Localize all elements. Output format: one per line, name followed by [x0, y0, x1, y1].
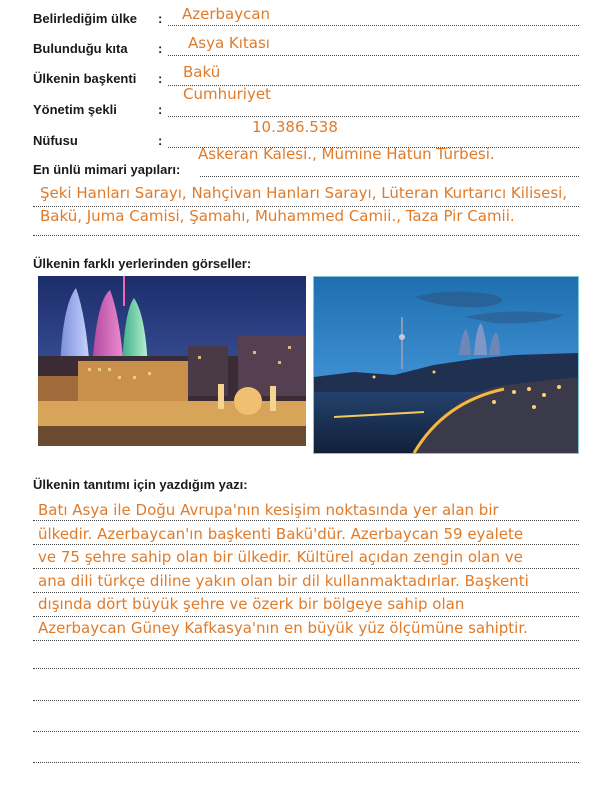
field-colon: : [158, 11, 163, 26]
field-value: Bakü [183, 63, 221, 81]
dotted-line [33, 731, 579, 732]
architecture-label: En ünlü mimari yapıları: [33, 162, 181, 177]
field-colon: : [158, 133, 163, 148]
images-label: Ülkenin farklı yerlerinden görseller: [33, 256, 252, 271]
essay-line: Batı Asya ile Doğu Avrupa'nın kesişim noktasında yer alan bir [38, 501, 499, 519]
architecture-line: Şeki Hanları Sarayı, Nahçivan Hanları Sarayı, Lüteran Kurtarıcı Kilisesi, [40, 184, 568, 202]
dotted-line [33, 668, 579, 669]
field-colon: : [158, 102, 163, 117]
essay-line: ana dili türkçe diline yakın olan bir dil kullanmaktadırlar. Başkenti [38, 571, 529, 590]
dotted-line [200, 176, 579, 177]
architecture-line: Askeran Kalesi., Mümine Hatun Türbesi. [198, 145, 495, 163]
field-label: Belirlediğim ülke [33, 11, 138, 26]
dotted-line [168, 116, 579, 117]
field-value: Azerbaycan [182, 5, 271, 23]
essay-line: ülkedir. Azerbaycan'ın başkenti Bakü'dür. Azerbaycan 59 eyalete [38, 524, 524, 543]
essay-label: Ülkenin tanıtımı için yazdığım yazı: [33, 477, 248, 492]
field-label: Yönetim şekli [33, 102, 117, 117]
dotted-line [168, 25, 579, 26]
dotted-line [33, 762, 579, 763]
baku-flame-towers-photo [38, 276, 306, 446]
dotted-line [168, 55, 579, 56]
dotted-line [33, 640, 579, 641]
baku-bay-photo [313, 276, 579, 454]
field-label: Bulunduğu kıta [33, 41, 128, 56]
field-label: Ülkenin başkenti [33, 71, 137, 86]
essay-text [38, 499, 578, 640]
field-colon: : [158, 71, 163, 86]
architecture-line: Bakü, Juma Camisi, Şamahı, Muhammed Camii., Taza Pir Camii. [40, 207, 515, 225]
field-colon: : [158, 41, 163, 56]
dotted-line [33, 700, 579, 701]
essay-line: dışında dört büyük şehre ve özerk bir bölgeye sahip olan [38, 595, 465, 613]
dotted-line [33, 235, 579, 236]
essay-line: ve 75 şehre sahip olan bir ülkedir. Kültürel açıdan zengin olan ve [38, 548, 523, 566]
field-value: Asya Kıtası [188, 34, 270, 52]
field-label: Nüfusu [33, 133, 78, 148]
field-value: Cumhuriyet [183, 85, 271, 103]
field-value: 10.386.538 [252, 118, 338, 136]
essay-line: Azerbaycan Güney Kafkasya'nın en büyük yüz ölçümüne sahiptir. [38, 618, 528, 637]
